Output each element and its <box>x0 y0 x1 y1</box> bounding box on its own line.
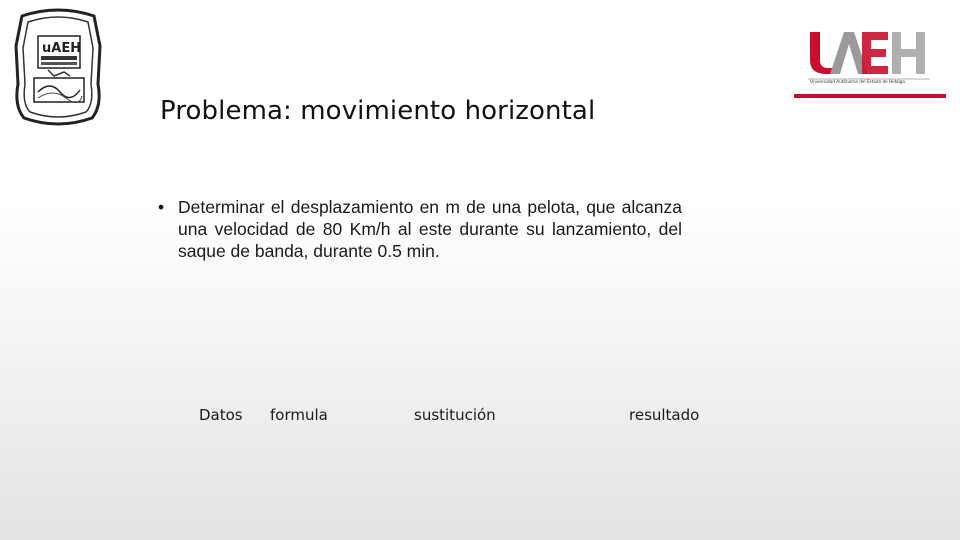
seal-text: uAEH <box>42 41 82 56</box>
uaeh-logo-subtitle: Universidad Autónoma del Estado de Hidalgo <box>810 79 905 84</box>
bullet-list <box>156 196 682 262</box>
uaeh-logo <box>808 28 930 84</box>
bullet-item-problem <box>156 196 682 262</box>
column-label-sustitucion: sustitución <box>414 406 496 424</box>
logo-underline <box>794 94 946 98</box>
column-label-datos: Datos <box>199 406 243 424</box>
column-label-formula: formula <box>270 406 328 424</box>
slide-title: Problema: movimiento horizontal <box>160 96 596 126</box>
column-label-resultado: resultado <box>629 406 700 424</box>
bullet-dot-icon: • <box>158 197 165 217</box>
institution-seal-logo <box>8 6 108 128</box>
bullet-text: Determinar el desplazamiento en m de una pelota, que alcanza una velocidad de 80 Km/h al este durante su lanzamiento, del saque de banda, durante 0.5 min. <box>178 197 682 261</box>
